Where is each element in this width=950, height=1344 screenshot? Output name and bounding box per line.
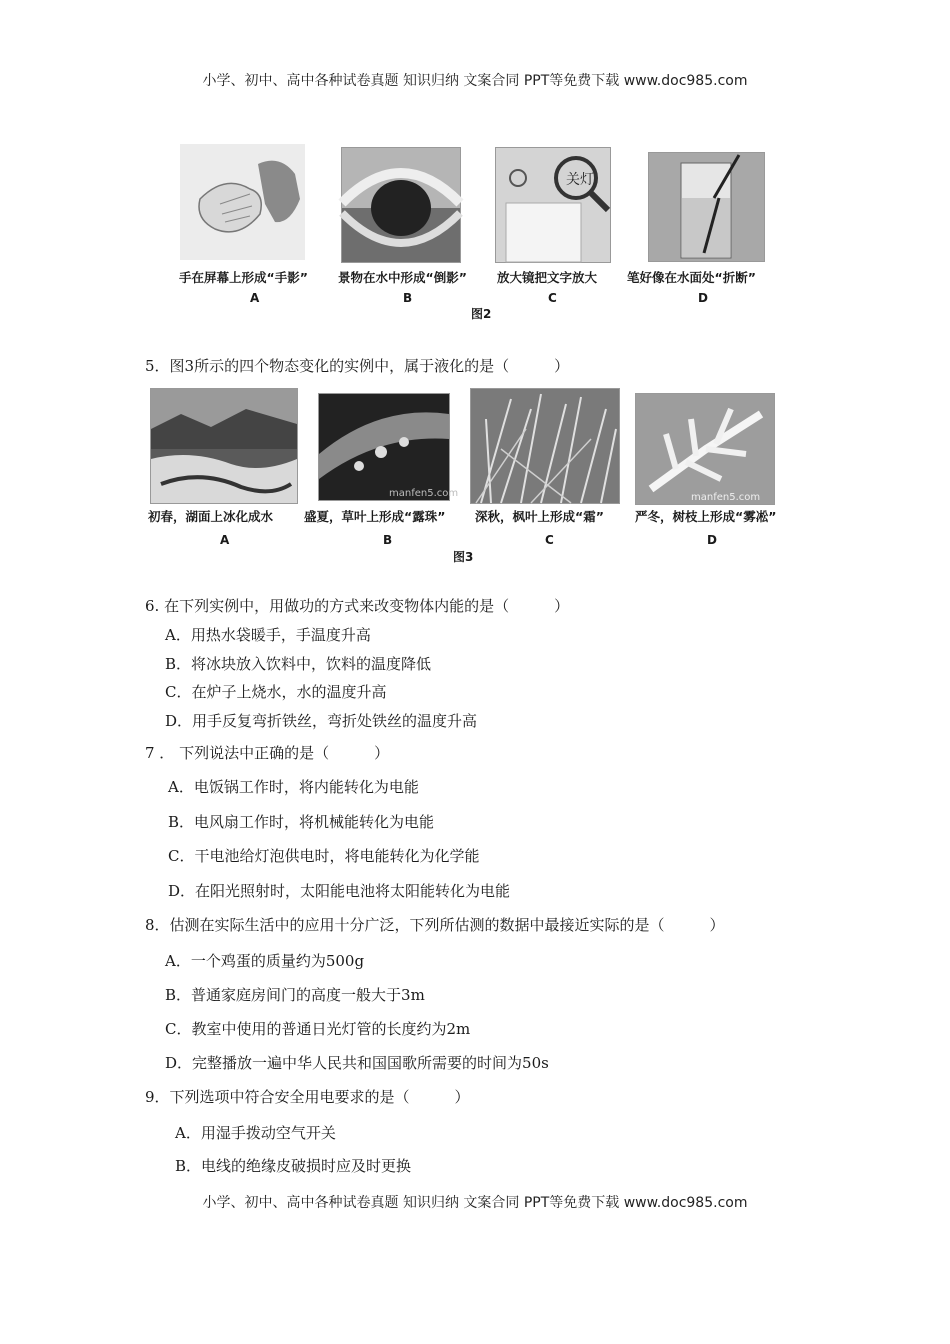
question-6-stem: 6. 在下列实例中，用做功的方式来改变物体内能的是（ ） [145, 597, 570, 615]
dew-drops-photo [318, 393, 459, 501]
question-7-stem: 7 ． 下列说法中正确的是（ ） [145, 744, 390, 762]
figure3-caption-d: 严冬，树枝上形成“雾凇” [635, 509, 777, 524]
hand-shadow-photo [180, 144, 305, 260]
figure3-caption-c: 深秋，枫叶上形成“霜” [475, 509, 604, 524]
figure2-caption-d: 笔好像在水面处“折断” [627, 270, 756, 285]
figure3-label: 图3 [453, 550, 474, 564]
figure3-caption-a: 初春，湖面上冰化成水 [148, 509, 274, 524]
figure3-letter-b: B [383, 533, 393, 547]
frost-photo [470, 388, 620, 504]
melting-ice-photo [150, 388, 298, 504]
question-7-option-b: B．电风扇工作时，将机械能转化为电能 [168, 813, 435, 831]
watermark-d: manfen5.com [691, 492, 761, 503]
figure2-caption-a: 手在屏幕上形成“手影” [179, 270, 308, 285]
question-8-stem: 8．估测在实际生活中的应用十分广泛，下列所估测的数据中最接近实际的是（ ） [145, 916, 725, 934]
figure-3 [150, 385, 800, 565]
question-6-option-d: D．用手反复弯折铁丝，弯折处铁丝的温度升高 [165, 712, 478, 730]
question-8-option-a: A．一个鸡蛋的质量约为500g [165, 952, 365, 970]
question-7-option-d: D．在阳光照射时，太阳能电池将太阳能转化为电能 [168, 882, 511, 900]
pencil-in-water-photo [648, 152, 765, 262]
question-6-option-b: B．将冰块放入饮料中，饮料的温度降低 [165, 655, 432, 673]
figure3-caption-b: 盛夏，草叶上形成“露珠” [304, 509, 446, 524]
figure2-letter-b: B [403, 291, 413, 305]
question-7-option-c: C．干电池给灯泡供电时，将电能转化为化学能 [168, 847, 480, 865]
page-header: 小学、初中、高中各种试卷真题 知识归纳 文案合同 PPT等免费下载 www.doc985.com [202, 73, 748, 89]
figure2-letter-c: C [548, 291, 557, 305]
question-8-option-b: B．普通家庭房间门的高度一般大于3m [165, 986, 425, 1004]
question-6-option-c: C．在炉子上烧水，水的温度升高 [165, 683, 387, 701]
figure3-letter-c: C [545, 533, 554, 547]
page-footer: 小学、初中、高中各种试卷真题 知识归纳 文案合同 PPT等免费下载 www.doc985.com [202, 1195, 748, 1211]
sign-text: 关灯 [566, 172, 594, 188]
figure2-letter-a: A [250, 291, 260, 305]
question-6-option-a: A．用热水袋暖手，手温度升高 [165, 626, 371, 644]
figure2-caption-b: 景物在水中形成“倒影” [338, 270, 467, 285]
question-7-option-a: A．电饭锅工作时，将内能转化为电能 [168, 778, 419, 796]
figure3-letter-d: D [707, 533, 717, 547]
question-9-option-b: B．电线的绝缘皮破损时应及时更换 [175, 1157, 412, 1175]
question-5-stem: 5．图3所示的四个物态变化的实例中，属于液化的是（ ） [145, 357, 570, 375]
figure2-label: 图2 [471, 307, 492, 321]
question-8-option-c: C．教室中使用的普通日光灯管的长度约为2m [165, 1020, 471, 1038]
figure3-letter-a: A [220, 533, 230, 547]
figure-2 [175, 142, 785, 322]
figure2-caption-c: 放大镜把文字放大 [497, 270, 598, 285]
figure2-letter-d: D [698, 291, 708, 305]
watermark-b: manfen5.com [389, 488, 459, 499]
bridge-reflection-photo [341, 147, 461, 263]
question-9-option-a: A．用湿手拨动空气开关 [175, 1124, 336, 1142]
rime-photo [635, 393, 775, 505]
question-8-option-d: D．完整播放一遍中华人民共和国国歌所需要的时间为50s [165, 1054, 549, 1072]
question-9-stem: 9．下列选项中符合安全用电要求的是（ ） [145, 1088, 470, 1106]
magnifier-photo [495, 147, 611, 263]
